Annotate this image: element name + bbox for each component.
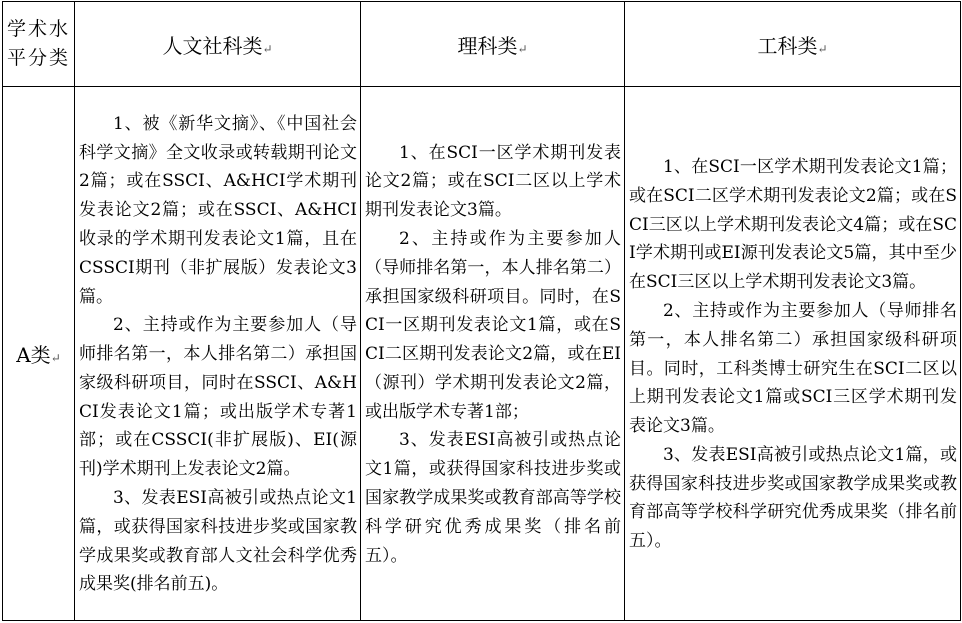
science-item-3: 3、发表ESI高被引或热点论文1篇，或获得国家科技进步奖或国家教学成果奖或教育部高等学校科学研究优秀成果奖（排名前五）。 bbox=[365, 430, 621, 566]
table-row-a bbox=[3, 87, 961, 621]
row-a-label: A类 bbox=[16, 343, 51, 367]
paragraph-mark-icon: ↵ bbox=[817, 41, 828, 56]
science-item-2: 2、主持或作为主要参加人（导师排名第一，本人排名第二）承担国家级科研项目。同时，在SCI一区期刊发表论文1篇，或在SCI二区期刊发表论文2篇，或在EI（源刊）学术期刊发表论文2篇，或出版学术专著1部； bbox=[365, 228, 621, 422]
header-humanities-cell bbox=[75, 2, 361, 87]
science-item-1: 1、在SCI一区学术期刊发表论文2篇；或在SCI二区以上学术期刊发表论文3篇。 bbox=[365, 142, 621, 221]
row-a-science-cell bbox=[361, 87, 625, 621]
header-science-cell bbox=[361, 2, 625, 87]
paragraph-mark-icon: ↵ bbox=[517, 41, 528, 56]
row-a-engineering-cell bbox=[625, 87, 961, 621]
engineering-item-3: 3、发表ESI高被引或热点论文1篇，或获得国家科技进步奖或国家教学成果奖或教育部高等学校科学研究优秀成果奖（排名前五）。 bbox=[629, 444, 957, 552]
header-humanities-label: 人文社科类 bbox=[162, 33, 263, 58]
row-a-category-cell bbox=[3, 87, 75, 621]
header-engineering-cell bbox=[625, 2, 961, 87]
row-a-humanities-cell bbox=[75, 87, 361, 621]
criteria-table bbox=[2, 1, 961, 621]
header-category-cell bbox=[3, 2, 75, 87]
header-engineering-label: 工科类 bbox=[757, 33, 818, 58]
humanities-item-1: 1、被《新华文摘》、《中国社会科学文摘》全文收录或转载期刊论文2篇；或在SSCI、A&HCI学术期刊发表论文2篇；或在SSCI、A&HCI收录的学术期刊发表论文1篇，且在CSSCI期刊（非扩展版）发表论文3篇。 bbox=[79, 113, 357, 307]
engineering-item-1: 1、在SCI一区学术期刊发表论文1篇；或在SCI二区学术期刊发表论文2篇；或在SCI三区以上学术期刊发表论文4篇；或在SCI学术期刊或EI源刊发表论文5篇，其中至少在SCI三区以上学术期刊发表论文3篇。 bbox=[629, 156, 957, 293]
header-category-label: 学术水平分类 bbox=[6, 18, 70, 69]
humanities-item-2: 2、主持或作为主要参加人（导师排名第一，本人排名第二）承担国家级科研项目，同时在SSCI、A&HCI发表论文1篇；或出版学术专著1部；或在CSSCI(非扩展版)、EI(源刊)学术期刊上发表论文2篇。 bbox=[79, 315, 357, 480]
header-row bbox=[3, 2, 961, 87]
humanities-item-3: 3、发表ESI高被引或热点论文1篇，或获得国家科技进步奖或国家教学成果奖或教育部人文社会科学优秀成果奖(排名前五)。 bbox=[79, 488, 357, 595]
paragraph-mark-icon: ↵ bbox=[50, 351, 61, 365]
paragraph-mark-icon: ↵ bbox=[262, 41, 273, 56]
engineering-item-2: 2、主持或作为主要参加人（导师排名第一，本人排名第二）承担国家级科研项目。同时，工科类博士研究生在SCI二区以上期刊发表论文1篇或SCI三区学术期刊发表论文3篇。 bbox=[629, 300, 957, 437]
header-science-label: 理科类 bbox=[457, 33, 518, 58]
